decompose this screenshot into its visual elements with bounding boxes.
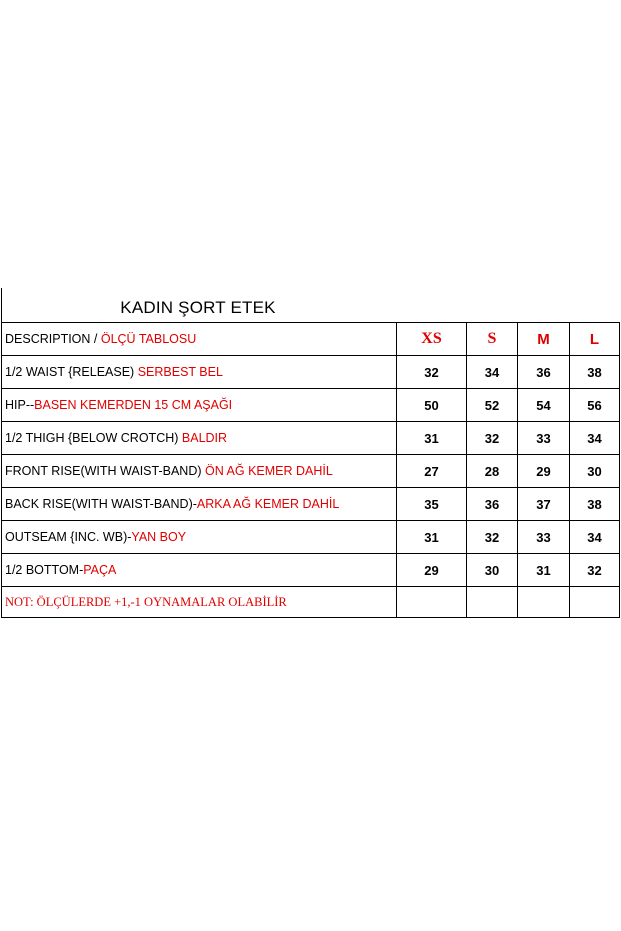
size-header-m: M	[518, 323, 570, 356]
value-m: 37	[518, 488, 570, 521]
table-row	[2, 554, 620, 587]
table-row	[2, 422, 620, 455]
row-label-en: OUTSEAM {INC. WB)-	[5, 530, 132, 544]
value-s: 32	[467, 521, 518, 554]
value-l: 34	[570, 422, 620, 455]
value-s: 32	[467, 422, 518, 455]
row-label-en: HIP--	[5, 398, 35, 412]
row-label	[2, 389, 397, 422]
value-xs: 27	[397, 455, 467, 488]
row-label	[2, 422, 397, 455]
row-label-en: 1/2 WAIST {RELEASE)	[5, 365, 138, 379]
value-xs: 31	[397, 521, 467, 554]
note-empty-cell	[570, 587, 620, 618]
row-label-tr: BASEN KEMERDEN 15 CM AŞAĞI	[34, 398, 233, 412]
note-empty-cell	[467, 587, 518, 618]
value-xs: 29	[397, 554, 467, 587]
value-l: 38	[570, 488, 620, 521]
value-xs: 35	[397, 488, 467, 521]
value-xs: 50	[397, 389, 467, 422]
value-l: 56	[570, 389, 620, 422]
row-label-tr: SERBEST BEL	[137, 365, 223, 379]
note-empty-cell	[397, 587, 467, 618]
value-l: 34	[570, 521, 620, 554]
row-label-tr: YAN BOY	[131, 530, 187, 544]
row-label-en: FRONT RISE(WITH WAIST-BAND)	[5, 464, 205, 478]
note-row	[2, 587, 620, 618]
size-header-s: S	[467, 323, 518, 356]
table-row	[2, 356, 620, 389]
row-label-tr: ARKA AĞ KEMER DAHİL	[196, 497, 340, 511]
note-empty-cell	[518, 587, 570, 618]
table-row	[2, 389, 620, 422]
value-m: 31	[518, 554, 570, 587]
value-s: 52	[467, 389, 518, 422]
value-l: 32	[570, 554, 620, 587]
size-header-xs: XS	[397, 323, 467, 356]
description-header	[2, 323, 397, 356]
row-label-en: 1/2 BOTTOM-	[5, 563, 84, 577]
chart-title: KADIN ŞORT ETEK	[120, 298, 276, 317]
value-xs: 32	[397, 356, 467, 389]
value-l: 30	[570, 455, 620, 488]
table-row	[2, 521, 620, 554]
value-m: 33	[518, 422, 570, 455]
row-label	[2, 554, 397, 587]
size-header-l: L	[570, 323, 620, 356]
value-m: 54	[518, 389, 570, 422]
description-header-tr: ÖLÇÜ TABLOSU	[100, 332, 197, 346]
row-label-en: BACK RISE(WITH WAIST-BAND)-	[5, 497, 197, 511]
row-label-tr: PAÇA	[83, 563, 117, 577]
header-row	[2, 323, 620, 356]
row-label-en: 1/2 THIGH {BELOW CROTCH)	[5, 431, 182, 445]
value-s: 28	[467, 455, 518, 488]
value-m: 33	[518, 521, 570, 554]
row-label	[2, 455, 397, 488]
row-label-tr: BALDIR	[181, 431, 228, 445]
size-table	[1, 322, 620, 618]
value-s: 30	[467, 554, 518, 587]
row-label	[2, 488, 397, 521]
note-cell	[2, 587, 397, 618]
row-label	[2, 521, 397, 554]
row-label-tr: ÖN AĞ KEMER DAHİL	[205, 464, 333, 478]
value-s: 34	[467, 356, 518, 389]
table-row	[2, 488, 620, 521]
value-s: 36	[467, 488, 518, 521]
value-m: 36	[518, 356, 570, 389]
description-header-en: DESCRIPTION /	[5, 332, 101, 346]
tolerance-note: NOT: ÖLÇÜLERDE +1,-1 OYNAMALAR OLABİLİR	[5, 594, 287, 609]
table-row	[2, 455, 620, 488]
value-m: 29	[518, 455, 570, 488]
value-l: 38	[570, 356, 620, 389]
value-xs: 31	[397, 422, 467, 455]
row-label	[2, 356, 397, 389]
